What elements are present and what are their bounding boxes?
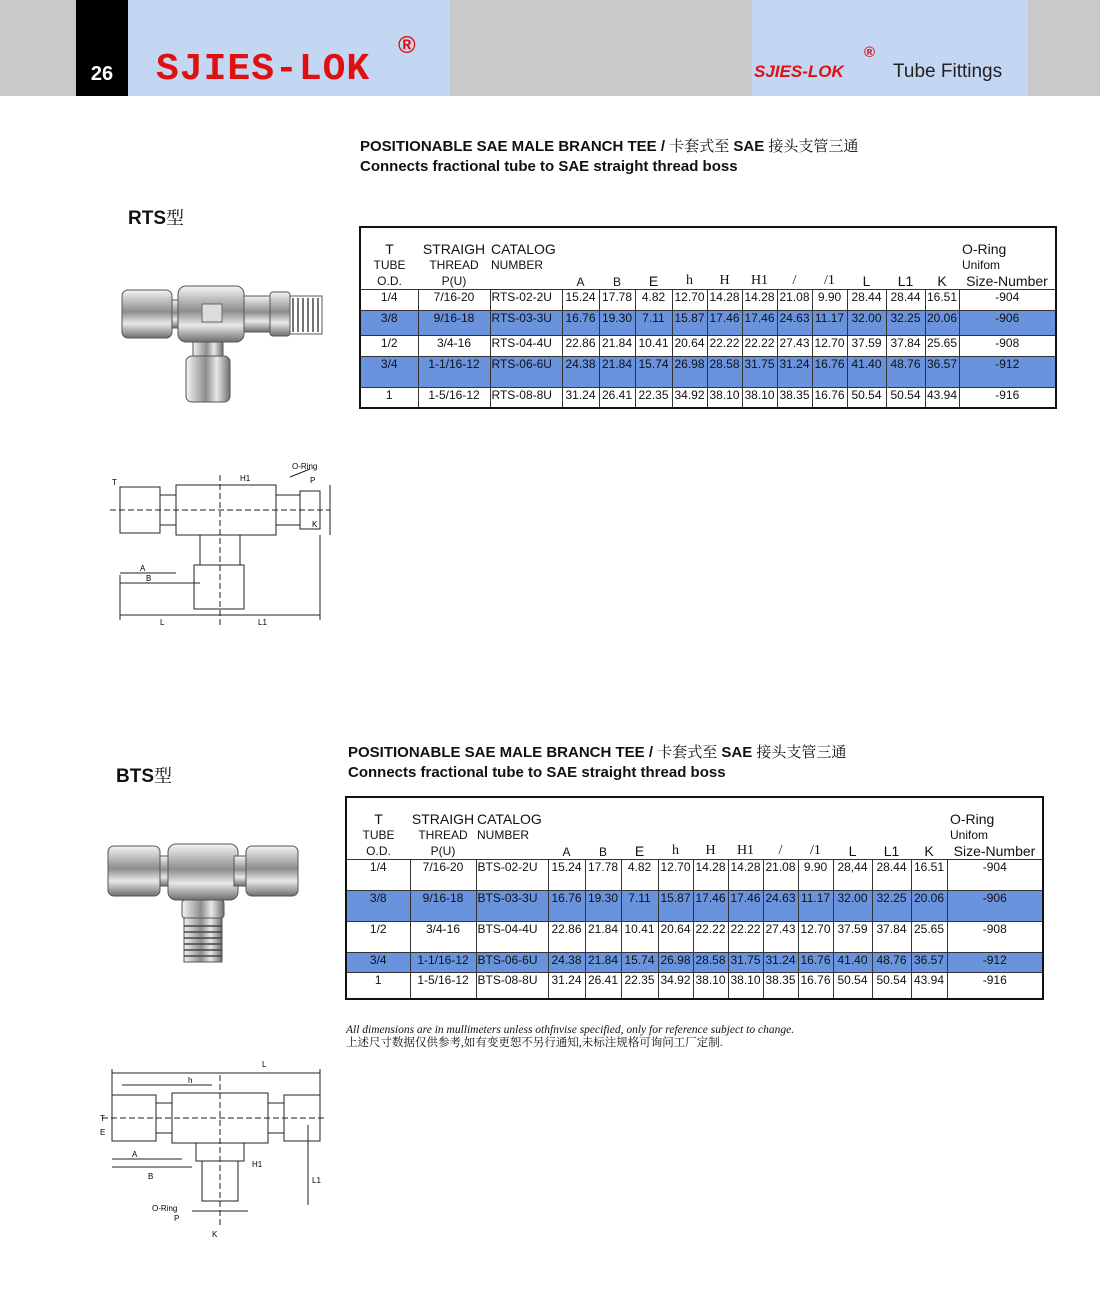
- cell-oring: -916: [959, 387, 1056, 408]
- cell-od: 3/8: [360, 310, 418, 335]
- rts-spec-table: [359, 226, 1057, 409]
- cell-h: 20.64: [658, 921, 693, 952]
- bts-subtitle: Connects fractional tube to SAE straight thread boss: [348, 764, 726, 781]
- cell-a: 31.24: [548, 972, 585, 999]
- cell-thread: 9/16-18: [410, 890, 476, 921]
- cell-b: 19.30: [585, 890, 621, 921]
- cell-b: 26.41: [599, 387, 635, 408]
- rts-technical-drawing: [100, 455, 340, 635]
- cell-h1: 38.10: [742, 387, 777, 408]
- label-k: K: [212, 1230, 218, 1239]
- cell-s1: 27.43: [763, 921, 798, 952]
- cell-thread: 1-1/16-12: [410, 952, 476, 972]
- hdr-b: B: [612, 274, 621, 289]
- cell-h: 26.98: [672, 356, 707, 387]
- cell-l: 37.59: [833, 921, 872, 952]
- cell-thread: 3/4-16: [418, 335, 490, 356]
- footnote: [346, 1024, 794, 1050]
- bts-spec-table: [345, 796, 1044, 1000]
- brand-logo: SJIES-LOK: [156, 48, 371, 91]
- footnote-en: All dimensions are in mullimeters unless othfnvise specified, only for reference subject to change.: [346, 1024, 795, 1036]
- hdr-l1: L1: [897, 272, 914, 289]
- cell-b: 21.84: [599, 356, 635, 387]
- label-l: L: [262, 1060, 267, 1069]
- cell-h: 12.70: [672, 289, 707, 310]
- cell-s1: 31.24: [777, 356, 812, 387]
- cell-thread: 7/16-20: [418, 289, 490, 310]
- cell-e: 15.74: [621, 952, 658, 972]
- bts-title-sae: SAE: [721, 744, 753, 761]
- hdr-l1: L1: [883, 842, 900, 859]
- cell-k: 43.94: [925, 387, 959, 408]
- cell-H: 38.10: [707, 387, 742, 408]
- cell-oring: -916: [947, 972, 1043, 999]
- cell-a: 31.24: [562, 387, 599, 408]
- brand-small: SJIES-LOK: [754, 62, 844, 81]
- cell-e: 15.74: [635, 356, 672, 387]
- hdr-h1: H1: [736, 842, 755, 858]
- cell-l1: 37.84: [872, 921, 911, 952]
- label-e: E: [100, 1128, 106, 1137]
- cell-e: 22.35: [621, 972, 658, 999]
- cell-s1: 27.43: [777, 335, 812, 356]
- hdr-slash: /: [778, 842, 783, 858]
- cell-thread: 1-5/16-12: [418, 387, 490, 408]
- cell-k: 36.57: [911, 952, 947, 972]
- rts-title-cn2: 接头支管三通: [768, 138, 859, 155]
- cell-h: 34.92: [672, 387, 707, 408]
- cell-l: 41.40: [847, 356, 886, 387]
- cell-s1: 38.35: [763, 972, 798, 999]
- label-h1: H1: [240, 474, 251, 483]
- cell-l1: 32.25: [872, 890, 911, 921]
- cell-h: 26.98: [658, 952, 693, 972]
- hdr-b: B: [598, 844, 607, 859]
- cell-s1: 38.35: [777, 387, 812, 408]
- bts-product-photo: [104, 840, 304, 970]
- cell-e: 7.11: [635, 310, 672, 335]
- cell-od: 1/2: [360, 335, 418, 356]
- cell-a: 22.86: [562, 335, 599, 356]
- cell-l: 37.59: [847, 335, 886, 356]
- label-p: P: [310, 476, 316, 485]
- bts-title: [348, 743, 846, 783]
- page-number: 26: [76, 0, 128, 96]
- table-row: [360, 356, 1056, 387]
- cell-b: 21.84: [585, 952, 621, 972]
- cell-od: 1/4: [346, 859, 410, 890]
- cell-s2: 16.76: [798, 972, 833, 999]
- cell-h1: 17.46: [742, 310, 777, 335]
- cell-k: 20.06: [911, 890, 947, 921]
- cell-H: 28.58: [693, 952, 728, 972]
- cell-s1: 24.63: [763, 890, 798, 921]
- rts-title-en: POSITIONABLE SAE MALE BRANCH TEE /: [360, 138, 666, 155]
- cell-od: 1: [360, 387, 418, 408]
- cell-oring: -908: [959, 335, 1056, 356]
- cell-catalog: BTS-02-2U: [476, 859, 548, 890]
- cell-b: 26.41: [585, 972, 621, 999]
- cell-k: 20.06: [925, 310, 959, 335]
- cell-a: 16.76: [562, 310, 599, 335]
- cell-a: 22.86: [548, 921, 585, 952]
- cell-b: 21.84: [599, 335, 635, 356]
- hdr-size-number: Size-Number: [966, 272, 1048, 289]
- rts-title-cn1: 卡套式至: [669, 138, 730, 155]
- cell-s2: 12.70: [798, 921, 833, 952]
- cell-oring: -906: [959, 310, 1056, 335]
- hdr-h-large: H: [705, 842, 716, 858]
- hdr-pu: P(U): [441, 273, 467, 288]
- hdr-k: K: [937, 272, 947, 289]
- label-oring: O-Ring: [292, 462, 318, 471]
- cell-k: 36.57: [925, 356, 959, 387]
- hdr-oring: O-Ring: [962, 240, 1007, 257]
- hdr-t: T: [385, 240, 394, 257]
- cell-e: 22.35: [635, 387, 672, 408]
- rts-header-row: [360, 227, 1056, 289]
- cell-H: 38.10: [693, 972, 728, 999]
- bts-series-cn: 型: [154, 766, 172, 786]
- cell-e: 4.82: [621, 859, 658, 890]
- cell-catalog: BTS-08-8U: [476, 972, 548, 999]
- hdr-od: O.D.: [366, 843, 391, 858]
- hdr-l: L: [848, 842, 857, 859]
- hdr-straigh: STRAIGH: [411, 810, 475, 827]
- cell-l: 50.54: [833, 972, 872, 999]
- cell-a: 15.24: [562, 289, 599, 310]
- cell-l: 32.00: [847, 310, 886, 335]
- cell-catalog: RTS-06-6U: [490, 356, 562, 387]
- cell-l1: 48.76: [886, 356, 925, 387]
- cell-catalog: RTS-04-4U: [490, 335, 562, 356]
- cell-b: 21.84: [585, 921, 621, 952]
- cell-H: 22.22: [693, 921, 728, 952]
- col-tube-od: [360, 227, 418, 289]
- cell-oring: -906: [947, 890, 1043, 921]
- registered-mark: ®: [398, 32, 416, 59]
- cell-H: 14.28: [693, 859, 728, 890]
- cell-thread: 3/4-16: [410, 921, 476, 952]
- cell-k: 16.51: [911, 859, 947, 890]
- col-oring: [959, 227, 1056, 289]
- cell-b: 19.30: [599, 310, 635, 335]
- cell-l1: 50.54: [872, 972, 911, 999]
- table-row: [360, 387, 1056, 408]
- cell-k: 25.65: [911, 921, 947, 952]
- table-row: [346, 972, 1043, 999]
- hdr-slash1: /1: [824, 272, 835, 288]
- cell-oring: -904: [947, 859, 1043, 890]
- rts-title-sae: SAE: [733, 138, 765, 155]
- cell-s2: 11.17: [812, 310, 847, 335]
- cell-oring: -912: [959, 356, 1056, 387]
- cell-oring: -912: [947, 952, 1043, 972]
- hdr-pu: P(U): [430, 843, 456, 858]
- cell-h: 20.64: [672, 335, 707, 356]
- cell-k: 16.51: [925, 289, 959, 310]
- rts-subtitle: Connects fractional tube to SAE straight thread boss: [360, 158, 738, 175]
- hdr-k: K: [924, 842, 934, 859]
- cell-H: 14.28: [707, 289, 742, 310]
- cell-l: 28.44: [847, 289, 886, 310]
- cell-od: 1/4: [360, 289, 418, 310]
- header-middle-band: [450, 0, 752, 96]
- registered-mark-small: ®: [864, 44, 876, 61]
- label-l1: L1: [312, 1176, 321, 1185]
- label-t: T: [100, 1114, 105, 1123]
- hdr-number: NUMBER: [491, 257, 544, 272]
- hdr-oring: O-Ring: [950, 810, 995, 827]
- cell-e: 7.11: [621, 890, 658, 921]
- rts-series-label: [128, 204, 184, 230]
- cell-l1: 48.76: [872, 952, 911, 972]
- col-catalog: [490, 227, 562, 289]
- cell-e: 4.82: [635, 289, 672, 310]
- cell-catalog: BTS-04-4U: [476, 921, 548, 952]
- cell-l: 50.54: [847, 387, 886, 408]
- cell-catalog: BTS-06-6U: [476, 952, 548, 972]
- cell-catalog: RTS-03-3U: [490, 310, 562, 335]
- label-a: A: [140, 564, 146, 573]
- rts-product-photo: [118, 278, 348, 408]
- cell-s2: 16.76: [812, 387, 847, 408]
- hdr-h-small: h: [686, 272, 693, 288]
- bts-title-cn1: 卡套式至: [657, 744, 718, 761]
- table-row: [346, 890, 1043, 921]
- cell-h1: 14.28: [742, 289, 777, 310]
- col-thread: [418, 227, 490, 289]
- cell-catalog: BTS-03-3U: [476, 890, 548, 921]
- cell-h1: 31.75: [742, 356, 777, 387]
- col-catalog: [476, 797, 548, 859]
- label-a: A: [132, 1150, 138, 1159]
- cell-s1: 24.63: [777, 310, 812, 335]
- cell-s2: 12.70: [812, 335, 847, 356]
- bts-technical-drawing: [92, 1055, 332, 1245]
- bts-title-cn2: 接头支管三通: [756, 744, 847, 761]
- cell-h1: 31.75: [728, 952, 763, 972]
- header-right-band: [1028, 0, 1100, 96]
- hdr-straigh: STRAIGH: [422, 240, 486, 257]
- table-row: [360, 310, 1056, 335]
- cell-s1: 31.24: [763, 952, 798, 972]
- cell-thread: 7/16-20: [410, 859, 476, 890]
- bts-series-code: BTS: [116, 766, 154, 787]
- cell-h: 34.92: [658, 972, 693, 999]
- cell-thread: 1-1/16-12: [418, 356, 490, 387]
- cell-a: 24.38: [562, 356, 599, 387]
- footnote-cn: 上述尺寸数据仅供参考,如有变更恕不另行通知,未标注规格可询问工厂定制.: [346, 1037, 723, 1049]
- cell-a: 15.24: [548, 859, 585, 890]
- cell-od: 3/4: [346, 952, 410, 972]
- hdr-h-large: H: [719, 272, 730, 288]
- label-oring: O-Ring: [152, 1204, 178, 1213]
- label-h: h: [188, 1076, 193, 1085]
- cell-H: 22.22: [707, 335, 742, 356]
- hdr-tube: TUBE: [362, 827, 395, 842]
- hdr-slash: /: [792, 272, 797, 288]
- section-title: Tube Fittings: [893, 61, 1003, 82]
- cell-thread: 9/16-18: [418, 310, 490, 335]
- col-oring: [947, 797, 1043, 859]
- hdr-a: A: [576, 274, 585, 289]
- cell-b: 17.78: [585, 859, 621, 890]
- cell-l1: 28.44: [872, 859, 911, 890]
- cell-h1: 38.10: [728, 972, 763, 999]
- cell-s1: 21.08: [763, 859, 798, 890]
- cell-H: 17.46: [707, 310, 742, 335]
- table-row: [346, 859, 1043, 890]
- table-row: [346, 921, 1043, 952]
- label-b: B: [146, 574, 152, 583]
- label-b: B: [148, 1172, 154, 1181]
- cell-h: 12.70: [658, 859, 693, 890]
- table-row: [346, 952, 1043, 972]
- table-row: [360, 335, 1056, 356]
- hdr-tube: TUBE: [373, 257, 406, 272]
- hdr-od: O.D.: [377, 273, 402, 288]
- cell-h1: 22.22: [728, 921, 763, 952]
- cell-catalog: RTS-02-2U: [490, 289, 562, 310]
- hdr-thread: THREAD: [418, 827, 468, 842]
- hdr-size-number: Size-Number: [953, 842, 1036, 859]
- cell-H: 17.46: [693, 890, 728, 921]
- bts-title-en: POSITIONABLE SAE MALE BRANCH TEE /: [348, 744, 654, 761]
- rts-series-cn: 型: [166, 208, 184, 228]
- hdr-a: A: [562, 844, 571, 859]
- cell-k: 43.94: [911, 972, 947, 999]
- cell-s1: 21.08: [777, 289, 812, 310]
- hdr-unifom: Unifom: [950, 827, 989, 842]
- label-k: K: [312, 520, 318, 529]
- cell-catalog: RTS-08-8U: [490, 387, 562, 408]
- hdr-unifom: Unifom: [962, 257, 1001, 272]
- cell-l: 28,44: [833, 859, 872, 890]
- bts-series-label: [116, 762, 172, 788]
- cell-k: 25.65: [925, 335, 959, 356]
- hdr-catalog: CATALOG: [477, 810, 542, 827]
- cell-s2: 16.76: [812, 356, 847, 387]
- cell-a: 16.76: [548, 890, 585, 921]
- cell-h1: 22.22: [742, 335, 777, 356]
- cell-a: 24.38: [548, 952, 585, 972]
- header-left-band: [0, 0, 76, 96]
- cell-h: 15.87: [672, 310, 707, 335]
- label-h1: H1: [252, 1160, 263, 1169]
- cell-l1: 50.54: [886, 387, 925, 408]
- hdr-slash1: /1: [810, 842, 821, 858]
- cell-h1: 17.46: [728, 890, 763, 921]
- hdr-catalog: CATALOG: [491, 240, 556, 257]
- bts-header-row: [346, 797, 1043, 859]
- label-p: P: [174, 1214, 180, 1223]
- hdr-h-small: h: [672, 842, 679, 858]
- cell-l: 41.40: [833, 952, 872, 972]
- cell-s2: 9.90: [798, 859, 833, 890]
- rts-title: [360, 137, 858, 177]
- hdr-e: E: [634, 842, 645, 859]
- cell-h1: 14.28: [728, 859, 763, 890]
- cell-s2: 9.90: [812, 289, 847, 310]
- cell-l1: 32.25: [886, 310, 925, 335]
- cell-s2: 11.17: [798, 890, 833, 921]
- table-row: [360, 289, 1056, 310]
- hdr-e: E: [648, 272, 659, 289]
- hdr-l: L: [862, 272, 871, 289]
- cell-oring: -908: [947, 921, 1043, 952]
- cell-l1: 28.44: [886, 289, 925, 310]
- cell-H: 28.58: [707, 356, 742, 387]
- cell-l1: 37.84: [886, 335, 925, 356]
- col-thread: [410, 797, 476, 859]
- cell-thread: 1-5/16-12: [410, 972, 476, 999]
- cell-oring: -904: [959, 289, 1056, 310]
- cell-b: 17.78: [599, 289, 635, 310]
- label-l1: L1: [258, 618, 267, 627]
- cell-od: 1/2: [346, 921, 410, 952]
- hdr-number: NUMBER: [477, 827, 530, 842]
- hdr-t: T: [374, 810, 383, 827]
- cell-od: 3/4: [360, 356, 418, 387]
- cell-l: 32.00: [833, 890, 872, 921]
- cell-od: 1: [346, 972, 410, 999]
- label-l: L: [160, 618, 165, 627]
- hdr-h1: H1: [750, 272, 769, 288]
- cell-od: 3/8: [346, 890, 410, 921]
- cell-s2: 16.76: [798, 952, 833, 972]
- rts-series-code: RTS: [128, 208, 166, 229]
- col-tube-od: [346, 797, 410, 859]
- label-t: T: [112, 478, 117, 487]
- hdr-thread: THREAD: [429, 257, 479, 272]
- cell-e: 10.41: [635, 335, 672, 356]
- cell-h: 15.87: [658, 890, 693, 921]
- cell-e: 10.41: [621, 921, 658, 952]
